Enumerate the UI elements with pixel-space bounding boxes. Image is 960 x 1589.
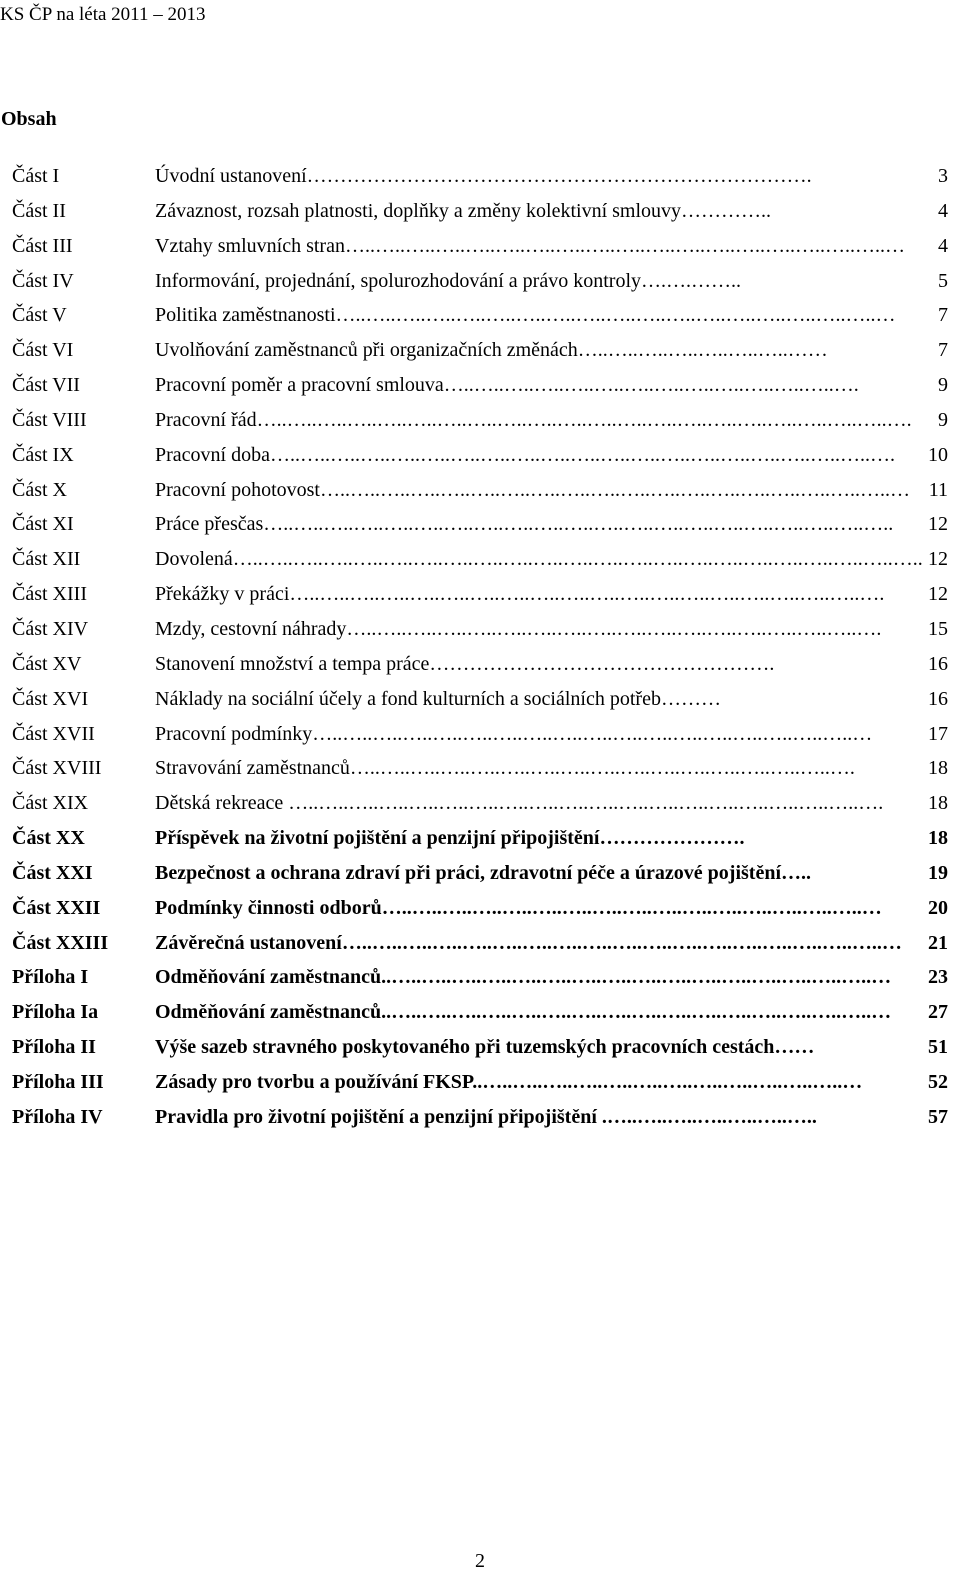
toc-part-label: Příloha III <box>12 1070 104 1093</box>
toc-title: Pracovní doba…..…..…..…..…..…..…..…..…..…..…..…..…..…..…..…..…..…..…..…..…. <box>155 443 895 466</box>
toc-part-label: Část XVI <box>12 687 89 710</box>
toc-row <box>0 685 960 720</box>
toc-row <box>0 894 960 929</box>
toc-title: Zásady pro tvorbu a používání FKSP..…..…..…..…..…..…..…..…..…..…..…..…..… <box>155 1070 863 1093</box>
toc-row <box>0 301 960 336</box>
toc-row <box>0 441 960 476</box>
toc-page-number: 19 <box>928 861 948 884</box>
toc-row <box>0 720 960 755</box>
toc-title: Pravidla pro životní pojištění a penzijní připojištění .…..…..…..…..…..…..….. <box>155 1105 817 1128</box>
toc-page-number: 16 <box>928 652 948 675</box>
toc-part-label: Část XXIII <box>12 931 109 954</box>
toc-row <box>0 1033 960 1068</box>
toc-title: Informování, projednání, spolurozhodování a právo kontroly….….…….. <box>155 269 741 292</box>
toc-part-label: Část X <box>12 478 67 501</box>
toc-part-label: Část III <box>12 234 73 257</box>
toc-title: Dovolená…..…..…..…..…..…..…..…..…..…..…..…..…..…..…..…..…..…..…..…..…..…..….. <box>155 548 923 571</box>
toc-page-number: 7 <box>938 304 948 327</box>
toc-title: Překážky v práci…..…..…..…..…..…..…..…..…..…..…..…..…..…..…..…..…..…..…..…. <box>155 583 885 606</box>
toc-title: Odměňování zaměstnanců..…..…..…..…..…..…..…..…..…..…..…..…..…..…..…..…..… <box>155 1001 892 1024</box>
toc-row <box>0 476 960 511</box>
toc-row <box>0 267 960 302</box>
toc-page-number: 11 <box>928 478 948 501</box>
toc-page-number: 18 <box>928 757 948 780</box>
toc-part-label: Část XXI <box>12 861 93 884</box>
toc-part-label: Část VI <box>12 339 74 362</box>
toc-page-number: 23 <box>928 966 948 989</box>
toc-title: Uvolňování zaměstnanců při organizačních změnách…..…..…..…..…..…..…..…… <box>155 339 828 362</box>
toc-part-label: Část IV <box>12 269 74 292</box>
toc-row <box>0 580 960 615</box>
toc-page-number: 17 <box>928 722 948 745</box>
toc-part-label: Část XIII <box>12 583 87 606</box>
toc-title: Politika zaměstnanosti…..…..…..…..…..…..…..…..…..…..…..…..…..…..…..…..…..…..… <box>155 304 896 327</box>
page-number: 2 <box>475 1550 485 1572</box>
toc-row <box>0 1068 960 1103</box>
table-of-contents <box>0 162 960 1138</box>
toc-page-number: 12 <box>928 583 948 606</box>
toc-part-label: Část II <box>12 199 66 222</box>
toc-part-label: Část XIV <box>12 617 89 640</box>
toc-row <box>0 789 960 824</box>
toc-page-number: 18 <box>928 792 948 815</box>
toc-part-label: Část XI <box>12 513 74 536</box>
toc-title: Dětská rekreace …..…..…..…..…..…..…..…..…..…..…..…..…..…..…..…..…..…..…..…. <box>155 792 884 815</box>
toc-part-label: Část XXII <box>12 896 101 919</box>
toc-title: Stanovení množství a tempa práce……………………………………………. <box>155 652 775 675</box>
toc-row <box>0 615 960 650</box>
toc-title: Náklady na sociální účely a fond kulturních a sociálních potřeb……… <box>155 687 721 710</box>
toc-part-label: Část XII <box>12 548 81 571</box>
toc-title: Práce přesčas…..…..…..…..…..…..…..…..…..…..…..…..…..…..…..…..…..…..…..…..….. <box>155 513 894 536</box>
toc-title: Odměňování zaměstnanců..…..…..…..…..…..…..…..…..…..…..…..…..…..…..…..…..… <box>155 966 892 989</box>
toc-page-number: 52 <box>928 1070 948 1093</box>
toc-title: Úvodní ustanovení…………………………………………………………………. <box>155 165 812 187</box>
toc-title: Příspěvek na životní pojištění a penzijní připojištění…………………. <box>155 827 745 850</box>
toc-part-label: Část I <box>12 165 60 187</box>
toc-page-number: 12 <box>928 513 948 536</box>
toc-part-label: Část VII <box>12 374 80 397</box>
toc-row <box>0 1103 960 1138</box>
toc-part-label: Část XV <box>12 652 82 675</box>
toc-title: Vztahy smluvních stran…..…..…..…..…..…..…..…..…..…..…..…..…..…..…..…..…..…..… <box>155 234 905 257</box>
toc-page-number: 16 <box>928 687 948 710</box>
toc-row <box>0 859 960 894</box>
toc-title: Závěrečná ustanovení…..…..…..…..…..…..…..…..…..…..…..…..…..…..…..…..…..…..… <box>155 931 902 954</box>
toc-row <box>0 371 960 406</box>
toc-page-number: 15 <box>928 617 948 640</box>
toc-page-number: 21 <box>928 931 948 954</box>
toc-row <box>0 824 960 859</box>
toc-row <box>0 232 960 267</box>
toc-page-number: 4 <box>938 199 948 222</box>
toc-part-label: Příloha II <box>12 1036 96 1059</box>
toc-row <box>0 929 960 964</box>
toc-title: Bezpečnost a ochrana zdraví při práci, zdravotní péče a úrazové pojištění….. <box>155 861 812 884</box>
toc-row <box>0 754 960 789</box>
toc-page-number: 20 <box>928 896 948 919</box>
toc-row <box>0 406 960 441</box>
toc-part-label: Část XIX <box>12 792 89 815</box>
toc-page-number: 7 <box>938 339 948 362</box>
toc-title: Stravování zaměstnanců…..…..…..…..…..…..…..…..…..…..…..…..…..…..…..…..…. <box>155 757 855 780</box>
toc-page-number: 10 <box>928 443 948 466</box>
toc-page-number: 57 <box>928 1105 948 1128</box>
toc-part-label: Část XX <box>12 827 85 850</box>
page-header: KS ČP na léta 2011 – 2013 <box>0 4 206 25</box>
toc-page-number: 51 <box>928 1036 948 1059</box>
toc-page-number: 18 <box>928 827 948 850</box>
toc-row <box>0 545 960 580</box>
toc-row <box>0 197 960 232</box>
toc-page-number: 27 <box>928 1001 948 1024</box>
toc-part-label: Příloha Ia <box>12 1001 99 1024</box>
toc-part-label: Část XVII <box>12 722 95 745</box>
toc-row <box>0 510 960 545</box>
toc-part-label: Příloha IV <box>12 1105 103 1128</box>
toc-heading: Obsah <box>1 108 57 130</box>
toc-page-number: 12 <box>928 548 948 571</box>
toc-title: Závaznost, rozsah platnosti, doplňky a změny kolektivní smlouvy………….. <box>155 199 772 222</box>
toc-page-number: 9 <box>938 374 948 397</box>
toc-part-label: Část XVIII <box>12 757 102 780</box>
toc-row <box>0 963 960 998</box>
toc-row <box>0 336 960 371</box>
toc-part-label: Část VIII <box>12 408 87 431</box>
toc-title: Podmínky činnosti odborů…..…..…..…..…..…..…..…..…..…..…..…..…..…..…..…..… <box>155 896 882 919</box>
toc-title: Pracovní pohotovost…..…..…..…..…..…..…..…..…..…..…..…..…..…..…..…..…..…..…..… <box>155 478 910 501</box>
toc-row <box>0 650 960 685</box>
toc-title: Mzdy, cestovní náhrady…..…..…..…..…..…..…..…..…..…..…..…..…..…..…..…..…..…. <box>155 617 882 640</box>
toc-part-label: Část V <box>12 304 67 327</box>
toc-page-number: 5 <box>938 269 948 292</box>
toc-row <box>0 998 960 1033</box>
toc-part-label: Příloha I <box>12 966 89 989</box>
toc-title: Pracovní podmínky…..…..…..…..…..…..…..…..…..…..…..…..…..…..…..…..…..…..… <box>155 722 873 745</box>
toc-part-label: Část IX <box>12 443 74 466</box>
toc-page-number: 9 <box>938 408 948 431</box>
toc-title: Výše sazeb stravného poskytovaného při tuzemských pracovních cestách…… <box>155 1036 815 1059</box>
toc-page-number: 3 <box>938 165 948 187</box>
toc-row <box>0 162 960 197</box>
toc-page-number: 4 <box>938 234 948 257</box>
toc-title: Pracovní poměr a pracovní smlouva…..…..…..…..…..…..…..…..…..…..…..…..…..…. <box>155 374 859 397</box>
toc-title: Pracovní řád…..…..…..…..…..…..…..…..…..…..…..…..…..…..…..…..…..…..…..…..…..…. <box>155 408 912 431</box>
